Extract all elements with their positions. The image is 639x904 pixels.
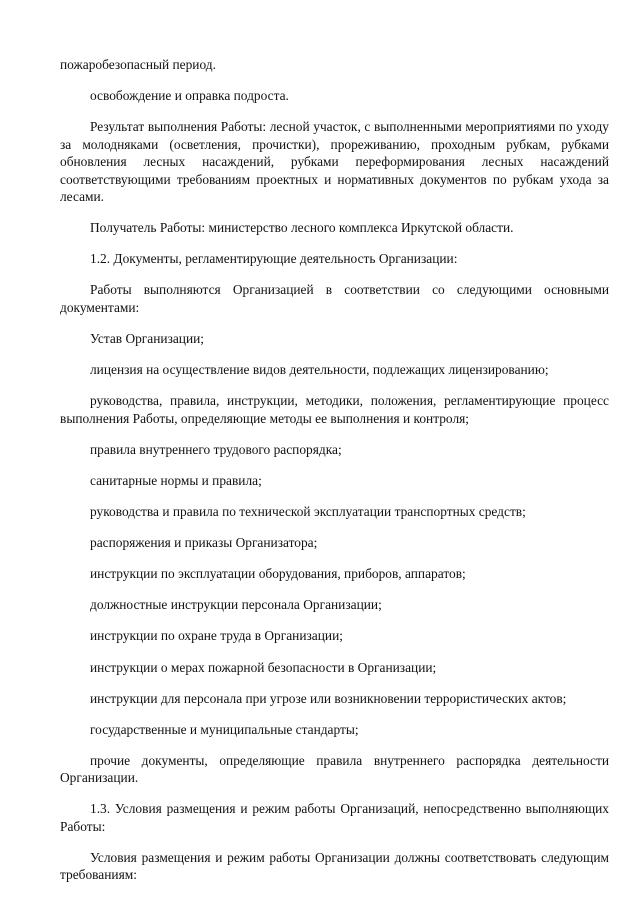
list-item-labor-safety: инструкции по охране труда в Организации; xyxy=(90,628,343,644)
list-item-job-descriptions: должностные инструкции персонала Организации; xyxy=(90,597,382,613)
list-item-vehicle-rules: руководства и правила по технической эксплуатации транспортных средств; xyxy=(90,504,526,520)
paragraph-fire-safe-period: пожаробезопасный период. xyxy=(60,57,216,72)
list-item-orders: распоряжения и приказы Организатора; xyxy=(90,535,318,551)
list-item-labor-rules: правила внутреннего трудового распорядка; xyxy=(90,441,342,457)
list-item-charter: Устав Организации; xyxy=(90,331,205,347)
list-item-standards: государственные и муниципальные стандарты; xyxy=(90,721,359,737)
paragraph-work-result: Результат выполнения Работы: лесной участок, с выполненными мероприятиями по уходу за молодняками (осветления, прочистки), прореживанию, проходным рубкам, рубками обновления лесных насаждений, рубками переформирования лесных насаждений соответствующими требованиям проектных и нормативных документов по рубкам ухода за лесами. xyxy=(60,119,609,205)
list-item-license: лицензия на осуществление видов деятельности, подлежащих лицензированию; xyxy=(90,362,549,378)
list-item-fire-safety: инструкции о мерах пожарной безопасности в Организации; xyxy=(90,659,437,675)
paragraph-work-recipient: Получатель Работы: министерство лесного комплекса Иркутской области. xyxy=(90,220,514,236)
section-heading-1-2: 1.2. Документы, регламентирующие деятельность Организации: xyxy=(90,251,458,267)
list-item-terrorism-instructions: инструкции для персонала при угрозе или возникновении террористических актов; xyxy=(90,690,567,706)
paragraph-placement-conditions: Условия размещения и режим работы Организации должны соответствовать следующим требованиям: xyxy=(60,849,609,883)
document-page xyxy=(60,56,609,898)
list-item-guidelines: руководства, правила, инструкции, методики, положения, регламентирующие процесс выполнения Работы, определяющие методы ее выполнения и контроля; xyxy=(60,393,609,426)
list-item-equipment-instructions: инструкции по эксплуатации оборудования, приборов, аппаратов; xyxy=(90,566,466,582)
list-item-other-documents: прочие документы, определяющие правила внутреннего распорядка деятельности Организации. xyxy=(60,752,609,786)
paragraph-undergrowth-release: освобождение и оправка подроста. xyxy=(90,88,289,104)
section-heading-1-3: 1.3. Условия размещения и режим работы Организаций, непосредственно выполняющих Работы: xyxy=(60,801,609,834)
list-item-sanitary-norms: санитарные нормы и правила; xyxy=(90,472,262,488)
paragraph-documents-intro: Работы выполняются Организацией в соответствии со следующими основными документами: xyxy=(60,282,609,315)
